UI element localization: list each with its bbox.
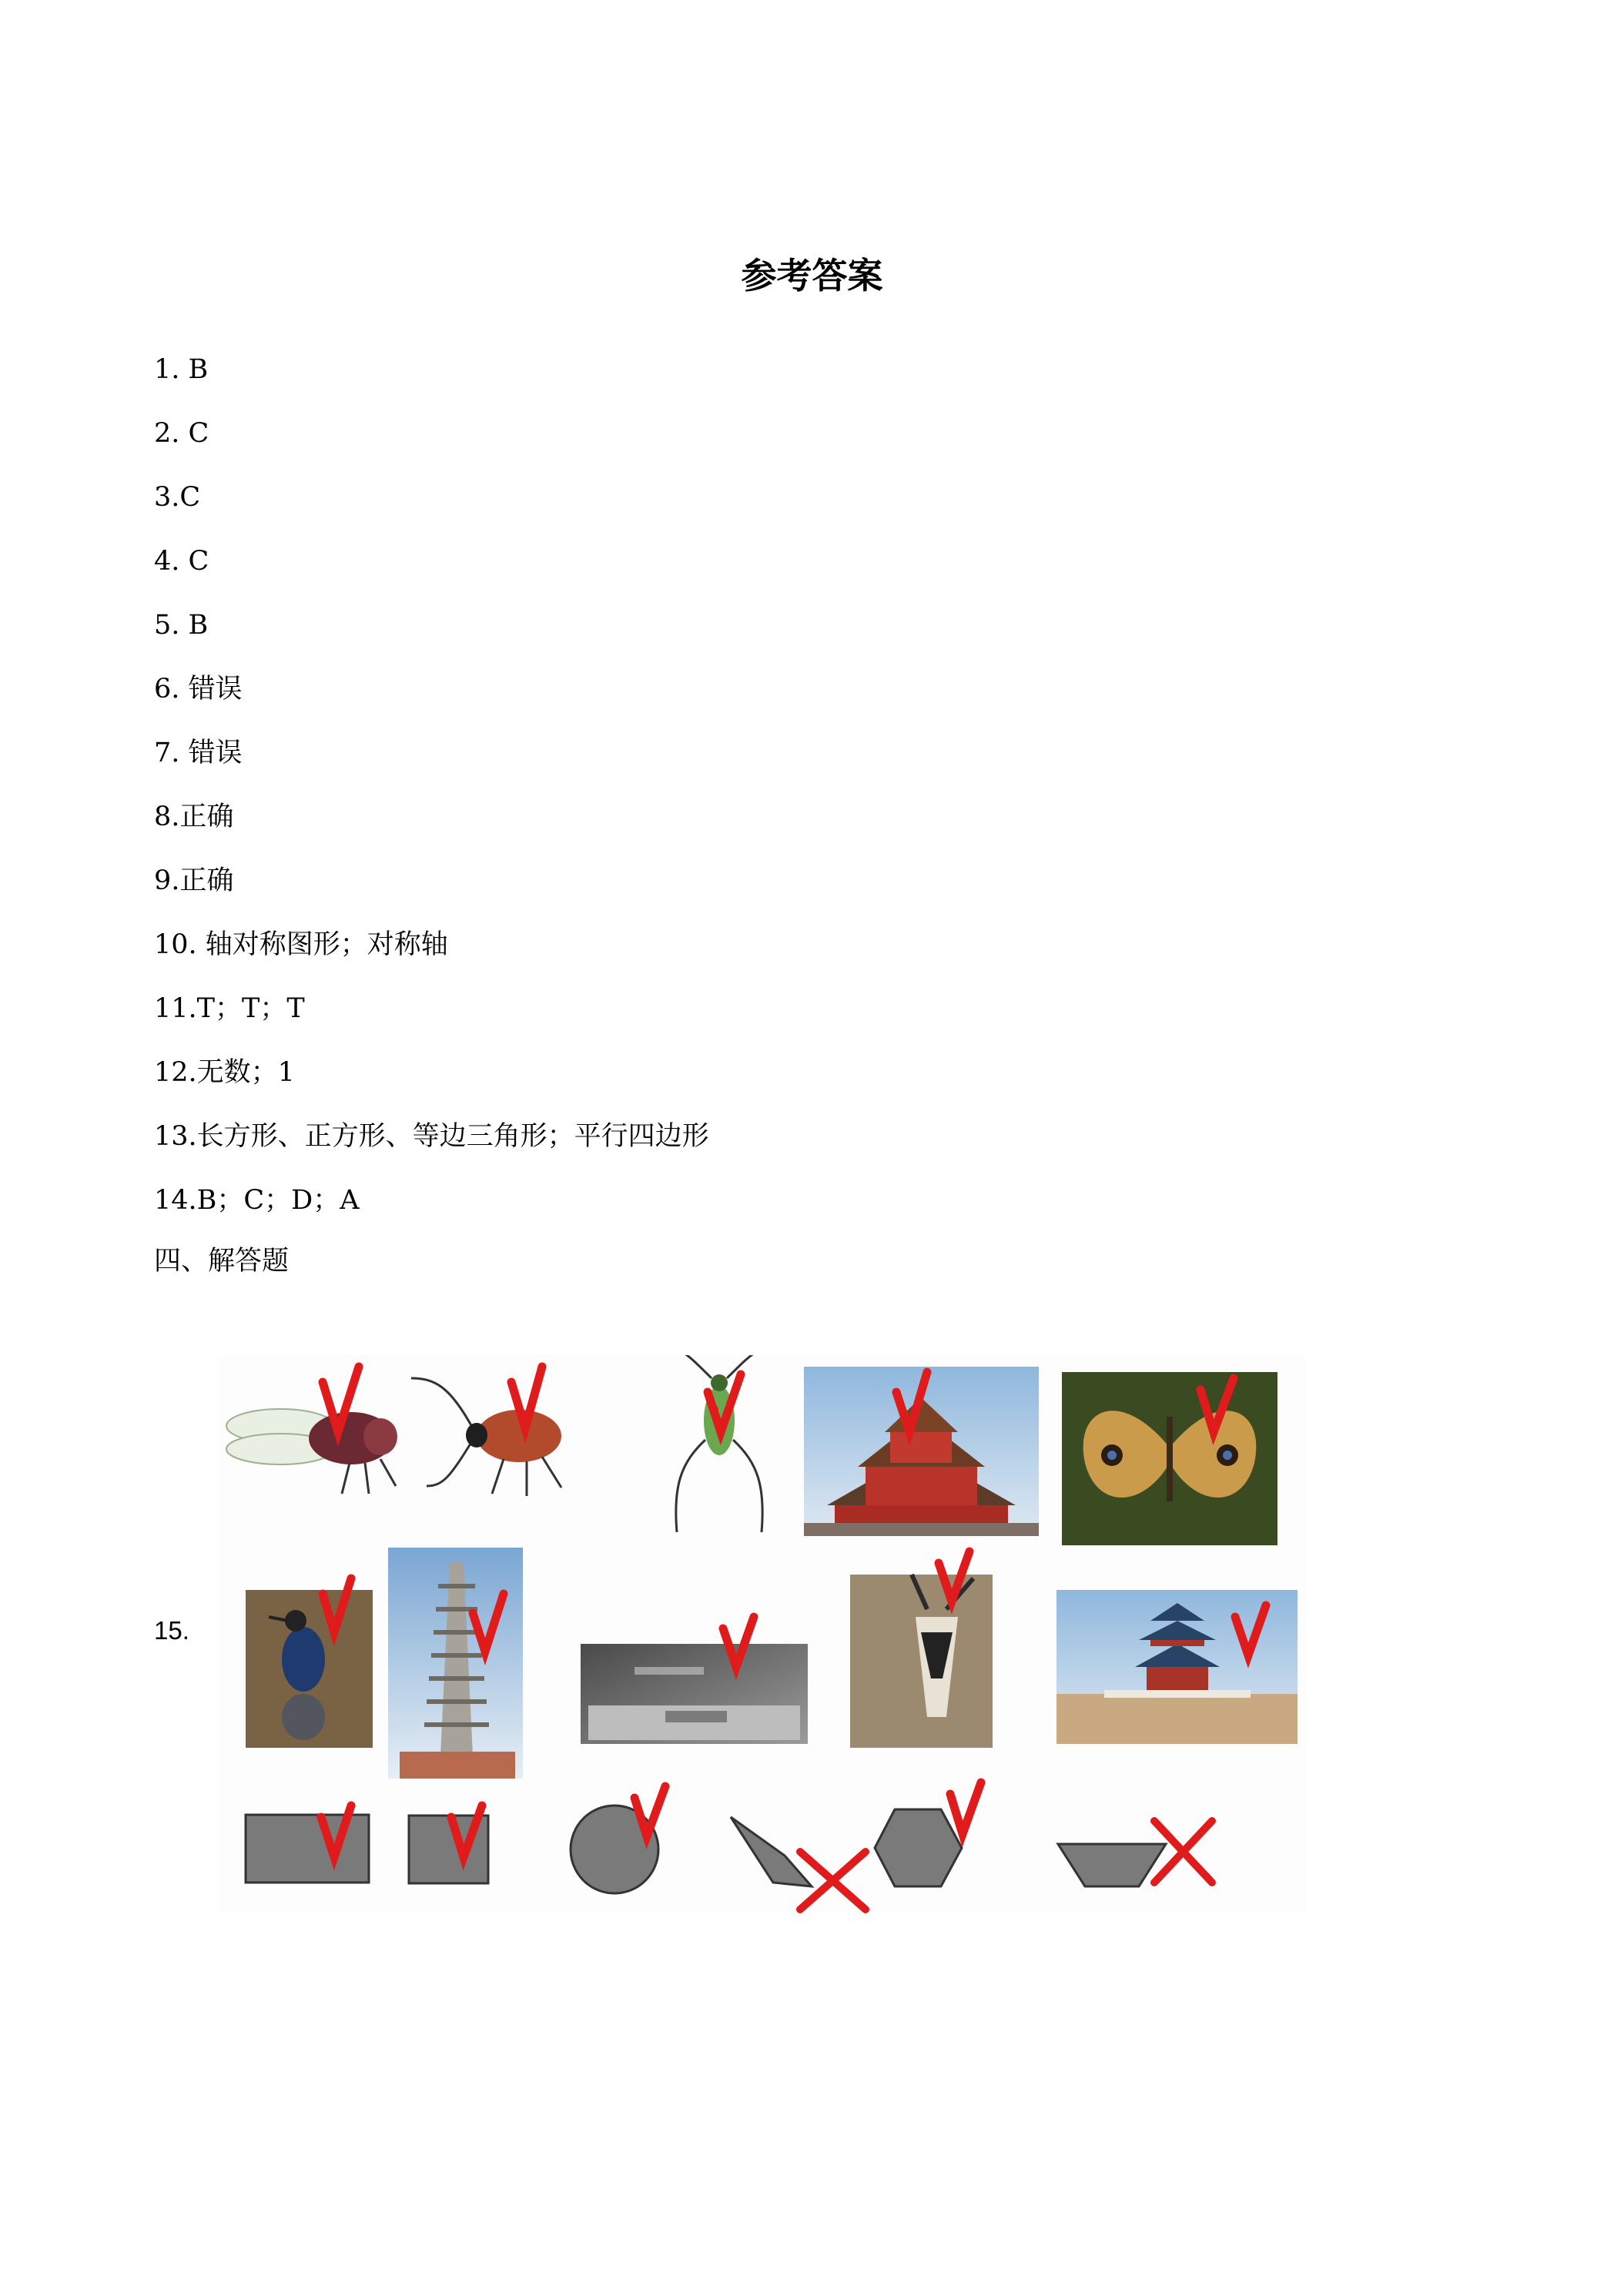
pagoda-image [388, 1548, 523, 1779]
antelope-image [850, 1575, 993, 1748]
answer-6: 6. 错误 [154, 674, 243, 705]
cross-mark [1154, 1821, 1212, 1883]
section-heading: 四、解答题 [154, 1246, 290, 1277]
grebe-image [246, 1590, 373, 1748]
butterfly-image [1062, 1372, 1277, 1545]
answer-5: 5. B [154, 610, 209, 641]
cicada-image [226, 1409, 397, 1494]
page-title: 参考答案 [741, 255, 883, 296]
answer-10: 10. 轴对称图形；对称轴 [154, 929, 448, 960]
answer-list [154, 346, 709, 1241]
gray-hexagon-shape [875, 1809, 962, 1886]
gray-rectangle-shape [246, 1815, 369, 1883]
answer-1: 1. B [154, 354, 209, 385]
symmetry-answer-figure [219, 1355, 1306, 1913]
answer-7: 7. 错误 [154, 738, 243, 768]
question-15-label: 15. [154, 1616, 189, 1645]
gray-parallelogram-shape [1058, 1844, 1166, 1886]
answer-14: 14.B；C；D；A [154, 1185, 360, 1216]
green-beetle-image [676, 1355, 762, 1532]
cross-mark [800, 1852, 866, 1909]
answer-8: 8.正确 [154, 802, 234, 832]
check-mark [950, 1782, 981, 1834]
answer-2: 2. C [154, 418, 209, 449]
answer-11: 11.T；T；T [154, 993, 305, 1024]
answer-9: 9.正确 [154, 865, 234, 896]
longhorn-beetle-image [411, 1378, 561, 1496]
answer-13: 13.长方形、正方形、等边三角形；平行四边形 [154, 1121, 709, 1152]
answer-12: 12.无数；1 [154, 1057, 295, 1088]
answer-4: 4. C [154, 546, 209, 577]
answer-3: 3.C [154, 482, 201, 513]
laptop-image [581, 1644, 808, 1744]
